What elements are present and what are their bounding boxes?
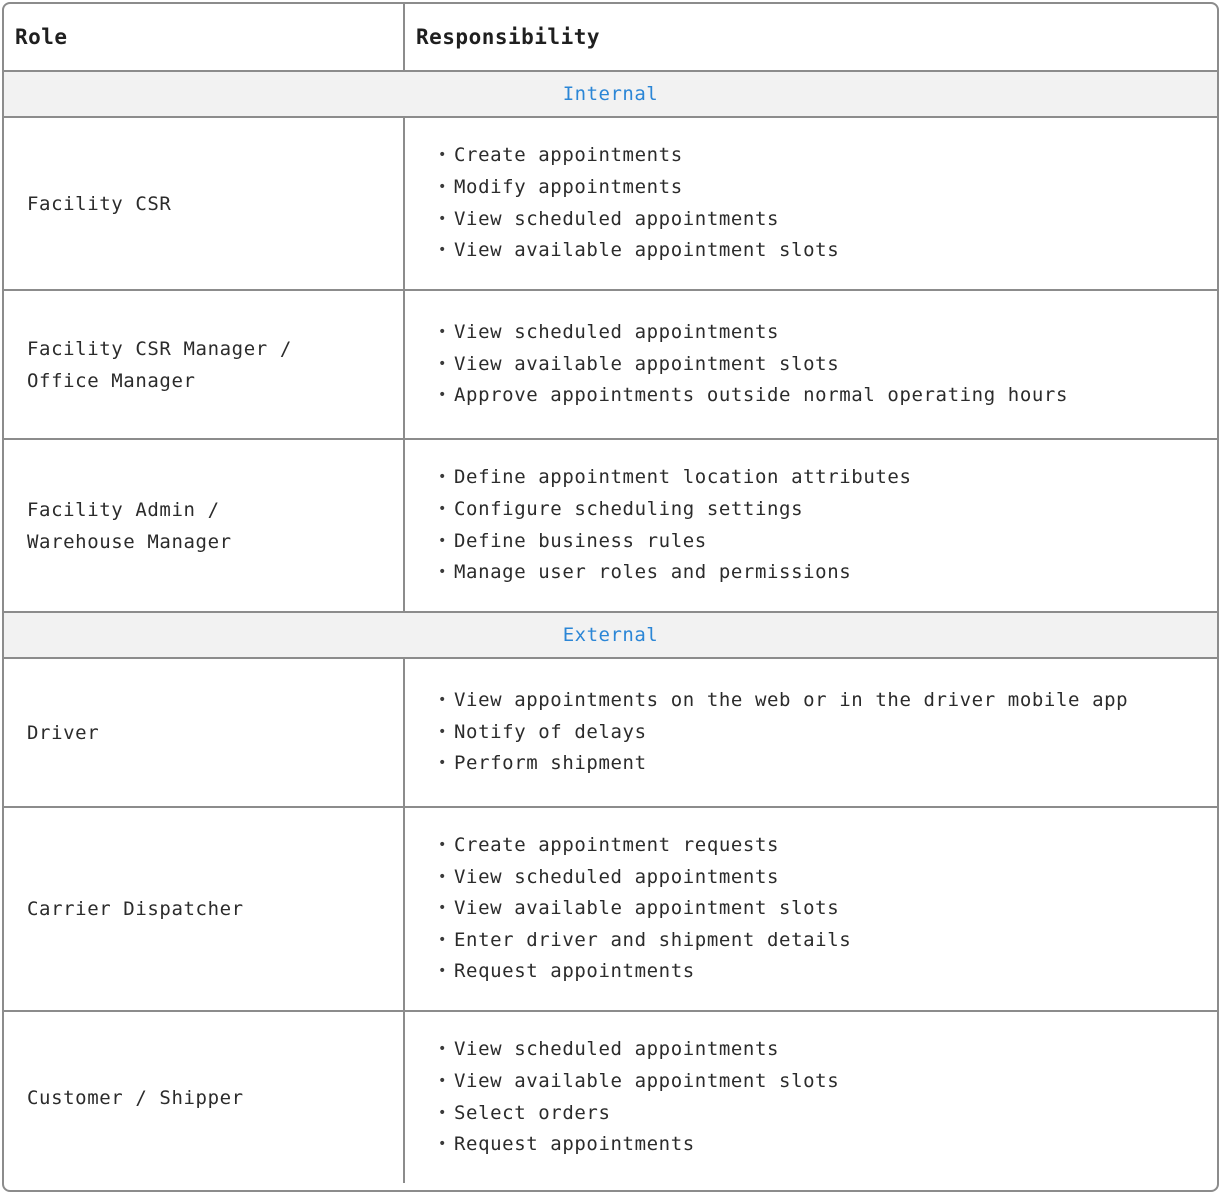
table-row <box>4 439 1217 612</box>
roles-table-frame <box>2 2 1219 1192</box>
responsibility-cell-facility-admin <box>404 439 1217 612</box>
responsibility-item: • View scheduled appointments <box>438 1034 1217 1066</box>
responsibility-item: • View scheduled appointments <box>438 862 1217 894</box>
responsibility-cell-driver <box>404 658 1217 807</box>
responsibility-list <box>438 685 1217 780</box>
section-label-external: External <box>4 612 1217 658</box>
role-cell-facility-admin <box>4 439 404 612</box>
responsibility-item: • Request appointments <box>438 1129 1217 1161</box>
responsibility-list <box>438 1034 1217 1160</box>
role-name-line: Driver <box>27 721 100 744</box>
responsibility-item: • View available appointment slots <box>438 1066 1217 1098</box>
responsibility-item: • Perform shipment <box>438 748 1217 780</box>
responsibility-item: • Create appointment requests <box>438 830 1217 862</box>
table-row <box>4 290 1217 439</box>
responsibility-item: • Define appointment location attributes <box>438 462 1217 494</box>
header-role: Role <box>4 4 404 71</box>
responsibility-item: • View scheduled appointments <box>438 317 1217 349</box>
responsibility-item: • Request appointments <box>438 956 1217 988</box>
responsibility-item: • Enter driver and shipment details <box>438 925 1217 957</box>
role-name-line: Carrier Dispatcher <box>27 898 244 920</box>
role-cell-driver <box>4 658 404 807</box>
responsibility-list <box>438 462 1217 588</box>
role-cell-customer-shipper <box>4 1011 404 1183</box>
table-header-row <box>4 4 1217 71</box>
table-row <box>4 807 1217 1011</box>
table-row <box>4 1011 1217 1183</box>
responsibility-item: • Modify appointments <box>438 172 1217 204</box>
responsibility-cell-facility-csr <box>404 117 1217 290</box>
table-row <box>4 117 1217 290</box>
responsibility-item: • View appointments on the web or in the driver mobile app <box>438 685 1217 717</box>
section-row-external <box>4 612 1217 658</box>
responsibility-item: • View available appointment slots <box>438 893 1217 925</box>
role-name-line: Facility CSR Manager / <box>27 337 292 360</box>
responsibility-item: • View scheduled appointments <box>438 204 1217 236</box>
responsibility-cell-carrier-dispatcher <box>404 807 1217 1011</box>
role-name-line: Warehouse Manager <box>27 530 232 553</box>
header-responsibility: Responsibility <box>404 4 1217 71</box>
role-name-line: Facility CSR <box>27 192 172 215</box>
responsibility-item: • Define business rules <box>438 526 1217 558</box>
role-cell-carrier-dispatcher <box>4 807 404 1011</box>
role-name-line: Office Manager <box>27 369 196 392</box>
table-row <box>4 658 1217 807</box>
responsibility-item: • View available appointment slots <box>438 235 1217 267</box>
responsibility-item: • Configure scheduling settings <box>438 494 1217 526</box>
responsibility-list <box>438 830 1217 988</box>
role-cell-csr-manager <box>4 290 404 439</box>
responsibility-item: • Select orders <box>438 1098 1217 1130</box>
responsibility-item: • Approve appointments outside normal operating hours <box>438 380 1217 412</box>
role-name-line: Facility Admin / <box>27 498 220 521</box>
responsibility-cell-csr-manager <box>404 290 1217 439</box>
roles-responsibilities-table <box>4 4 1217 1183</box>
section-label-internal: Internal <box>4 71 1217 117</box>
responsibility-list <box>438 140 1217 266</box>
responsibility-item: • Manage user roles and permissions <box>438 557 1217 589</box>
responsibility-item: • Create appointments <box>438 140 1217 172</box>
section-row-internal <box>4 71 1217 117</box>
responsibility-cell-customer-shipper <box>404 1011 1217 1183</box>
role-name-line: Customer / Shipper <box>27 1086 244 1109</box>
responsibility-list <box>438 317 1217 412</box>
responsibility-item: • View available appointment slots <box>438 349 1217 381</box>
role-cell-facility-csr <box>4 117 404 290</box>
responsibility-item: • Notify of delays <box>438 717 1217 749</box>
